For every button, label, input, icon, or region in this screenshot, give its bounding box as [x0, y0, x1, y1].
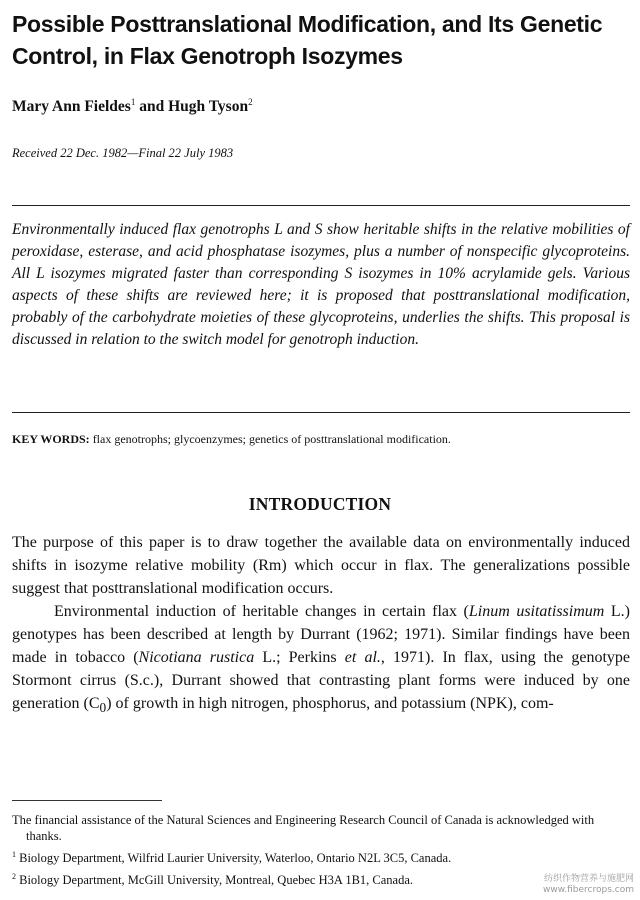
footnotes — [12, 812, 630, 891]
watermark — [543, 874, 634, 896]
footnote-funding: The financial assistance of the Natural Sciences and Engineering Research Council of Canada is acknowledged with thanks. — [12, 813, 595, 843]
paragraph: The purpose of this paper is to draw together the available data on environmentally induced shifts in isozyme relative mobility (Rm) which occur in flax. The generalizations possible suggest that posttranslational modification occurs. — [12, 534, 630, 597]
author-name: Hugh Tyson — [168, 98, 249, 116]
paragraph-text: ) of growth in high nitrogen, phosphorus, and potassium (NPK), com- — [106, 695, 554, 712]
keywords-label: KEY WORDS: — [12, 432, 90, 446]
footnote-2 — [12, 869, 630, 888]
author-name: Mary Ann Fieldes — [12, 98, 131, 116]
received-dates: Received 22 Dec. 1982—Final 22 July 1983 — [12, 146, 234, 160]
footnote-text: Biology Department, Wilfrid Laurier University, Waterloo, Ontario N2L 3C5, Canada. — [19, 851, 452, 866]
author-affiliation-mark: 1 — [130, 97, 136, 107]
author-joiner: and — [139, 98, 165, 116]
author-affiliation-mark: 2 — [248, 97, 253, 107]
et-al: et al. — [344, 649, 381, 666]
watermark-url: www.fibercrops.com — [543, 885, 634, 895]
paragraph-text: , 1971). In flax, using the genotype Stormont cirrus (S.c.), Durrant showed that contrasting plant forms were induced by one generation (C — [12, 649, 630, 712]
footnote-mark: 1 — [12, 850, 16, 859]
keywords — [12, 432, 630, 447]
body-text — [12, 531, 630, 719]
subscript: 0 — [99, 700, 107, 716]
paper-title: Possible Posttranslational Modification, and Its Genetic Control, in Flax Genotroph Isozymes — [12, 11, 603, 69]
watermark-line: 纺织作物营养与施肥网 — [543, 874, 634, 884]
footnote-rule — [12, 800, 162, 801]
author-line — [12, 97, 253, 116]
section-heading: INTRODUCTION — [248, 494, 392, 514]
paragraph-text: Environmental induction of heritable changes in certain flax ( — [54, 603, 469, 620]
footnote-text: Biology Department, McGill University, Montreal, Quebec H3A 1B1, Canada. — [19, 873, 414, 888]
abstract-bottom-rule — [12, 412, 630, 413]
abstract-text: Environmentally induced flax genotrophs L and S show heritable shifts in the relative mobilities of peroxidase, esterase, and acid phosphatase isozymes, plus a number of nonspecific glycoproteins. All L isozymes migrated faster than corresponding S isozymes in 10% acrylamide gels. Various aspects of these shifts are reviewed here; it is proposed that posttranslational modification, probably of the carbohydrate moieties of these glycoproteins, underlies the shifts. This proposal is discussed in relation to the switch model for genotroph induction. — [12, 221, 630, 348]
paragraph-text: L.) genotypes has been described at length by Durrant (1962; 1971). Similar findings have been made in tobacco ( — [12, 603, 630, 666]
abstract-top-rule — [12, 205, 630, 206]
keywords-text: flax genotrophs; glycoenzymes; genetics of posttranslational modification. — [92, 432, 451, 446]
paragraph — [12, 600, 630, 719]
species-name: Linum usitatissimum — [468, 603, 605, 620]
paragraph-text: L.; Perkins — [254, 649, 345, 666]
footnote-1 — [12, 847, 630, 866]
species-name: Nicotiana rustica — [138, 649, 255, 666]
footnote-mark: 2 — [12, 872, 16, 882]
